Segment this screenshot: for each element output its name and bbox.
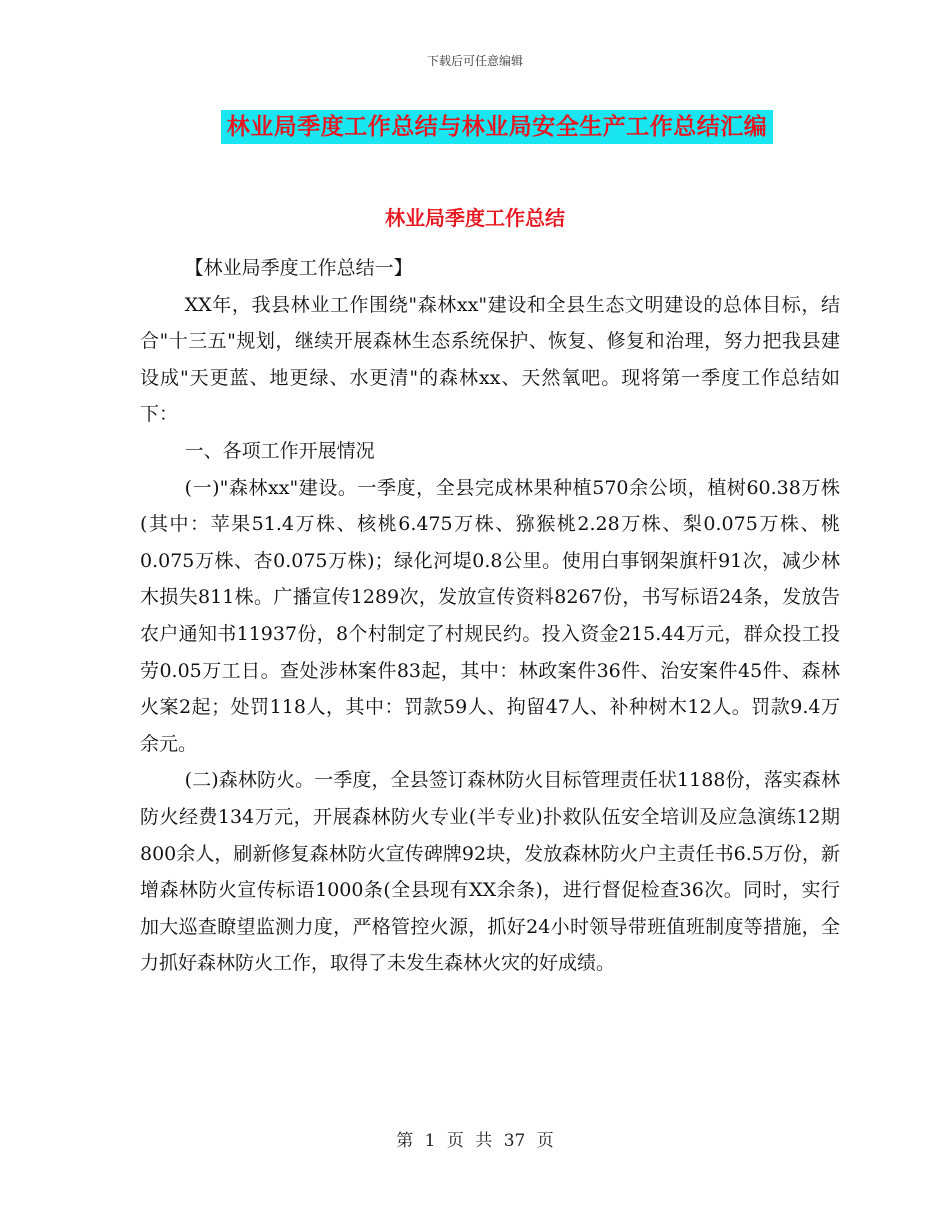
- section-title: 林业局季度工作总结: [385, 206, 565, 230]
- body-heading-work-status: 一、各项工作开展情况: [184, 439, 375, 462]
- document-body: [140, 250, 840, 982]
- subsection-heading: 【林业局季度工作总结一】: [184, 257, 413, 279]
- body-paragraph-fire-prevention: (二)森林防火。一季度，全县签订森林防火目标管理责任状1188份，落实森林防火经费134万元，开展森林防火专业(半专业)扑救队伍安全培训及应急演练12期800余人，刷新修复森林防火宣传碑牌92块，发放森林防火户主责任书6.5万份，新增森林防火宣传标语1000条(全县现有XX余条)，进行督促检查36次。同时，实行加大巡查瞭望监测力度，严格管控火源，抓好24小时领导带班值班制度等措施，全力抓好森林防火工作，取得了未发生森林火灾的好成绩。: [140, 769, 840, 975]
- document-main-title: 林业局季度工作总结与林业局安全生产工作总结汇编: [221, 110, 774, 144]
- main-title-container: [0, 110, 950, 144]
- body-paragraph-forest-construction: (一)"森林xx"建设。一季度，全县完成林果种植570余公顷，植树60.38万株(其中：苹果51.4万株、核桃6.475万株、猕猴桃2.28万株、梨0.075万株、桃0.075万株、杏0.075万株)；绿化河堤0.8公里。使用白事钢架旗杆91次，减少林木损失811株。广播宣传1289次，发放宣传资料8267份，书写标语24条，发放告农户通知书11937份，8个村制定了村规民约。投入资金215.44万元，群众投工投劳0.05万工日。查处涉林案件83起，其中：林政案件36件、治安案件45件、森林火案2起；处罚118人，其中：罚款59人、拘留47人、补种树木12人。罚款9.4万余元。: [140, 476, 840, 755]
- page-header-note: 下载后可任意编辑: [426, 54, 523, 68]
- page-number-footer: 第 1 页 共 37 页: [396, 1131, 554, 1151]
- body-paragraph-intro: XX年，我县林业工作围绕"森林xx"建设和全县生态文明建设的总体目标，结合"十三五"规划，继续开展森林生态系统保护、恢复、修复和治理，努力把我县建设成"天更蓝、地更绿、水更清"的森林xx、天然氧吧。现将第一季度工作总结如下：: [140, 293, 840, 426]
